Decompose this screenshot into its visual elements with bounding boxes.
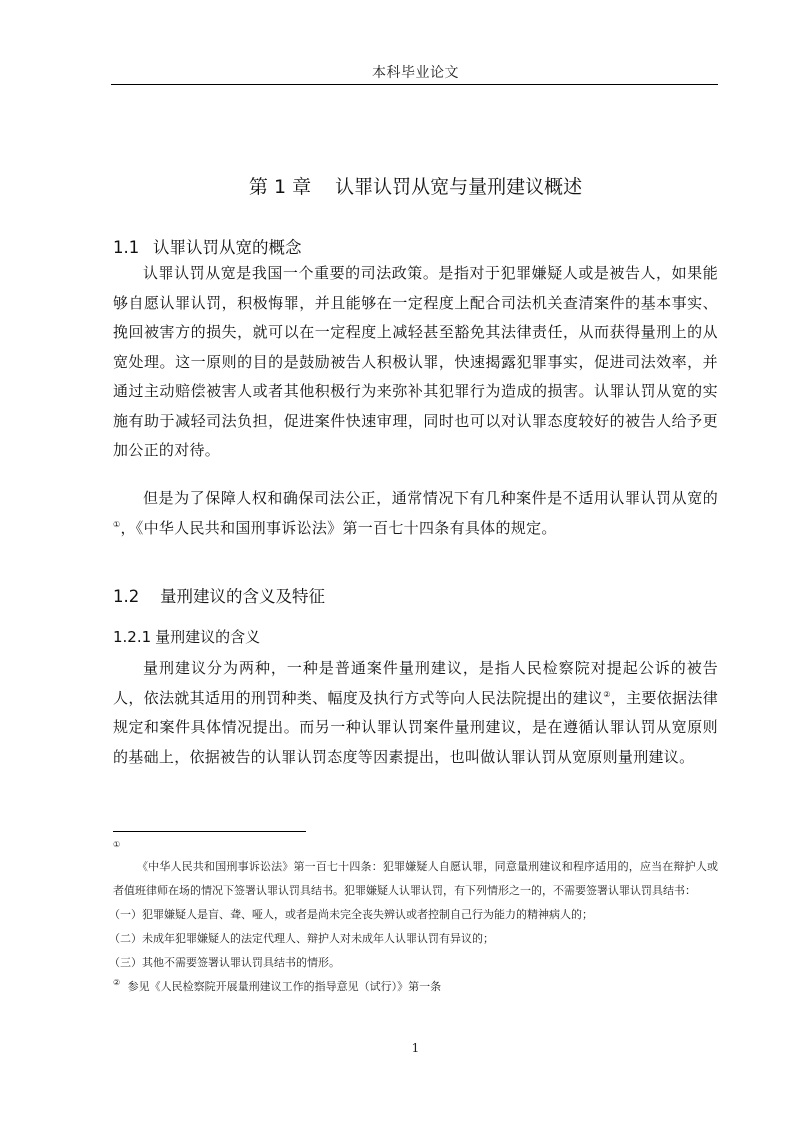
subsection-title: 量刑建议的含义: [155, 628, 261, 646]
running-header: 本科毕业论文: [372, 65, 459, 81]
section-number: 1.2: [113, 587, 140, 606]
footnote-2: [113, 975, 718, 999]
footnote-mark: ②: [113, 978, 121, 987]
footnote-separator: [113, 831, 306, 832]
page-number: 1: [411, 1041, 420, 1055]
paragraph-concept: 认罪认罚从宽是我国一个重要的司法政策。是指对于犯罪嫌疑人或是被告人，如果能够自愿认罪认罚，积极悔罪，并且能够在一定程度上配合司法机关查清案件的基本事实、挽回被害方的损失，就可以在一定程度上减轻甚至豁免其法律责任，从而获得量刑上的从宽处理。这一原则的目的是鼓励被告人积极认罪，快速揭露犯罪事实，促进司法效率，并通过主动赔偿被害人或者其他积极行为来弥补其犯罪行为造成的损害。认罪认罚从宽的实施有助于减轻司法负担，促进案件快速审理，同时也可以对认罪态度较好的被告人给予更加公正的对待。: [113, 264, 718, 459]
chapter-title: [113, 172, 718, 199]
chapter-number: 第 1 章: [248, 176, 312, 198]
footnote-text: 《中华人民共和国刑事诉讼法》第一百七十四条：犯罪嫌疑人自愿认罪，同意量刑建议和程序适用的，应当在辩护人或者值班律师在场的情况下签署认罪认罚具结书。犯罪嫌疑人认罪认罚，有下列情形之一的，不需要签署认罪认罚具结书：: [113, 860, 718, 897]
chapter-title-text: 认罪认罚从宽与量刑建议概述: [335, 176, 583, 198]
paragraph-text: 但是为了保障人权和确保司法公正，通常情况下有几种案件是不适用认罪认罚从宽的: [143, 489, 718, 507]
footnote-text: 参见《人民检察院开展量刑建议工作的指导意见（试行）》第一条: [127, 980, 442, 993]
section-number: 1.1: [113, 238, 140, 257]
section-heading-1-1: [113, 234, 302, 258]
subsection-number: 1.2.1: [113, 628, 152, 646]
footnote-mark: ①: [113, 840, 121, 849]
section-heading-1-2: [113, 583, 325, 607]
footnote-ref-2[interactable]: ②: [603, 689, 611, 699]
subsection-heading-1-2-1: [113, 626, 260, 647]
footnote-ref-1[interactable]: ①: [113, 519, 121, 529]
section-title: 量刑建议的含义及特征: [160, 587, 325, 606]
footnote-item: （二）未成年犯罪嫌疑人的法定代理人、辩护人对未成年人认罪认罚有异议的；: [109, 932, 494, 945]
header-rule: [111, 84, 718, 85]
footnote-item: （一）犯罪嫌疑人是盲、聋、哑人，或者是尚未完全丧失辨认或者控制自己行为能力的精神病人的；: [109, 908, 593, 921]
footnotes: [109, 840, 718, 999]
footnote-item: （三）其他不需要签署认罪认罚具结书的情形。: [109, 956, 340, 969]
paragraph-exceptions: [113, 484, 718, 543]
paragraph-text: ，主要依据法律规定和案件具体情况提出。而另一种认罪认罚案件量刑建议，是在遵循认罪认罚从宽原则的基础上，依据被告的认罪认罚态度等因素提出，也叫做认罪认罚从宽原则量刑建议。: [113, 688, 718, 766]
paragraph-text: 量刑建议分为两种，一种是普通案件量刑建议，是指人民检察院对提起公诉的被告人，依法就其适用的刑罚种类、幅度及执行方式等向人民法院提出的建议: [113, 659, 718, 707]
paragraph-text: ，《中华人民共和国刑事诉讼法》第一百七十四条有具体的规定。: [120, 518, 557, 537]
paragraph-sentencing-meaning: [113, 654, 718, 772]
section-title: 认罪认罚从宽的概念: [153, 238, 302, 257]
footnote-1: [109, 840, 718, 975]
